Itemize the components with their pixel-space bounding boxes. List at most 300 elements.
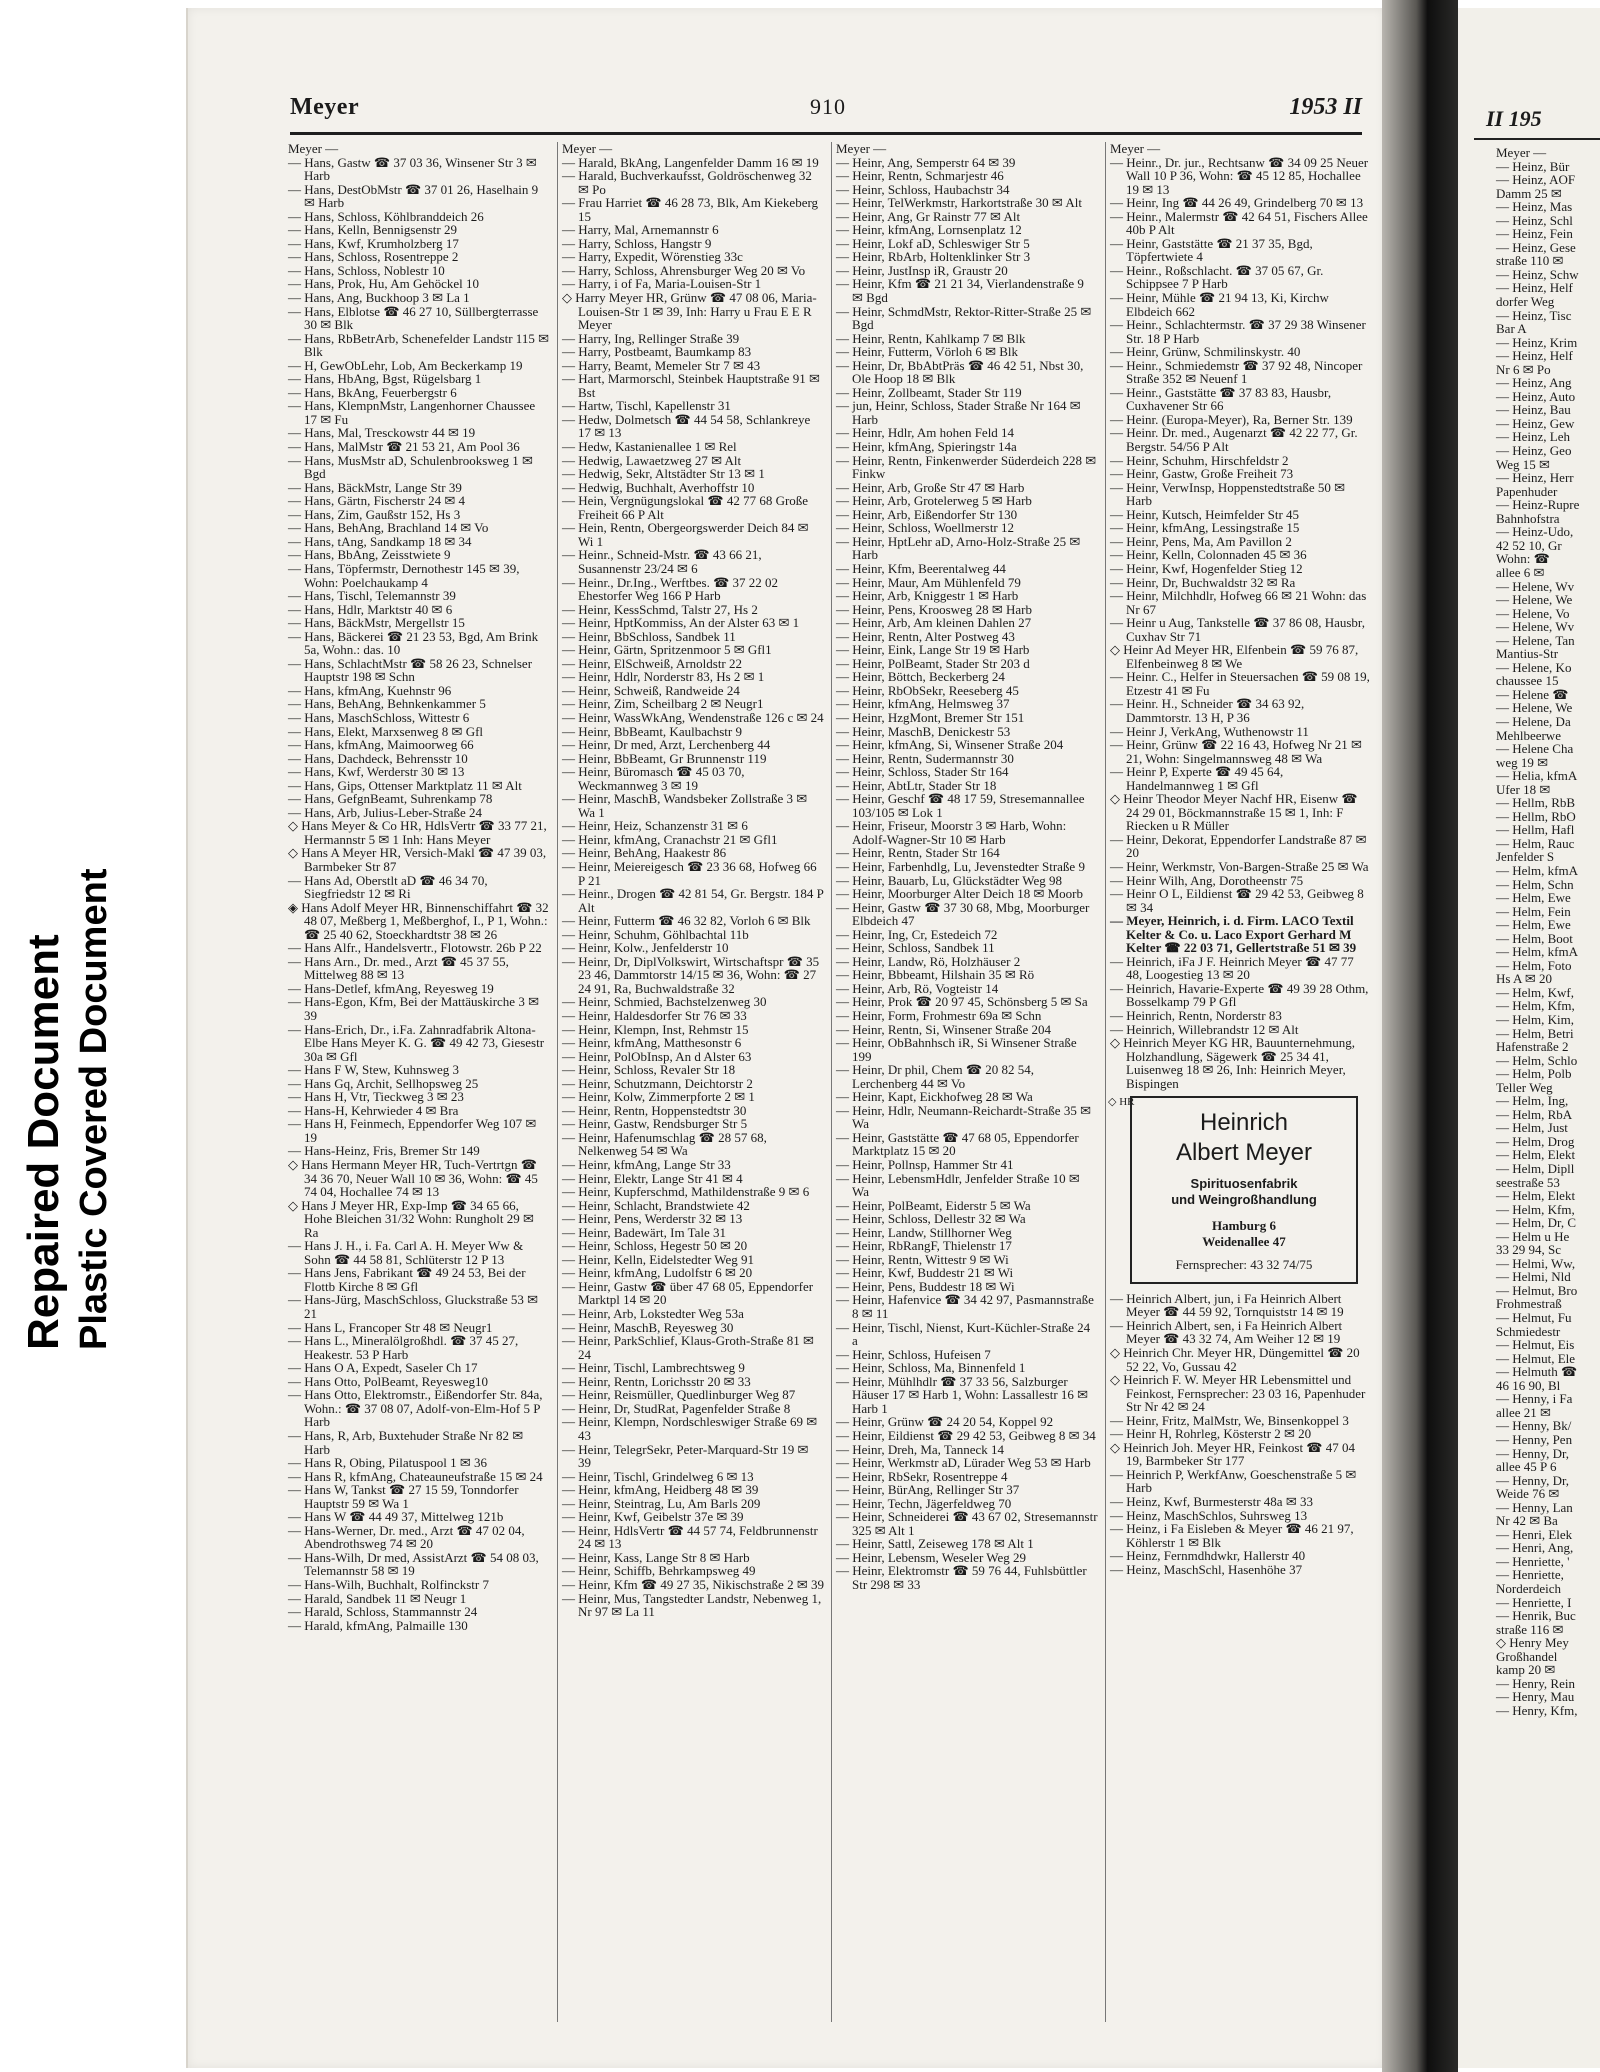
next-page-entry: Ufer 18 ✉ bbox=[1496, 781, 1551, 797]
next-page-entry: Jenfelder S bbox=[1496, 849, 1555, 865]
directory-entry: — Heinr, Tischl, Nienst, Kurt-Küchler-Straße 24 a bbox=[836, 1319, 1091, 1349]
next-page-entry: — Heinz, Krim bbox=[1496, 334, 1578, 350]
directory-entry: — Heinr, Schloss, Sandbek 11 bbox=[836, 940, 995, 956]
directory-entry: — Hedwig, Buchhalt, Averhoffstr 10 bbox=[562, 479, 755, 495]
next-page-entry: — Helmut, Eis bbox=[1496, 1337, 1575, 1353]
directory-entry: — Heinr, VerwInsp, Hoppenstedtstraße 50 ✉ Harb bbox=[1110, 479, 1346, 509]
directory-entry: — Heinr, Kwf, Buddestr 21 ✉ Wi bbox=[836, 1265, 1014, 1281]
directory-entry: — Heinr, Dr, StudRat, Pagenfelder Straße 8 bbox=[562, 1400, 791, 1416]
next-page-entry: — Helm, Ing, bbox=[1496, 1093, 1569, 1109]
directory-entry: — Heinr. C., Helfer in Steuersachen ☎ 59 08 19, Etzestr 41 ✉ Fu bbox=[1110, 669, 1370, 698]
directory-entry: — Heinr, HptKommiss, An der Alster 63 ✉ 1 bbox=[562, 615, 800, 631]
directory-entry: — Heinr, Tischl, Grindelweg 6 ✉ 13 bbox=[562, 1468, 754, 1484]
next-page-entry: — Helm, Ewe bbox=[1496, 890, 1571, 906]
directory-entry: — Heinr, Schuhm, Göhlbachtal 11b bbox=[562, 926, 749, 942]
directory-entry: — Heinr, AbtLtr, Stader Str 18 bbox=[836, 777, 997, 793]
next-page-entry: — Helm, Ewe bbox=[1496, 917, 1571, 933]
directory-entry: — Hans, Dachdeck, Behrensstr 10 bbox=[288, 750, 468, 766]
directory-entry: — Heinr, Kfm ☎ 21 21 34, Vierlandenstraße 9 ✉ Bgd bbox=[836, 276, 1084, 306]
directory-entry: — Heinr, Pollnsp, Hammer Str 41 bbox=[836, 1157, 1014, 1173]
directory-entry: — Heinr, BbSchloss, Sandbek 11 bbox=[562, 628, 736, 644]
directory-entry: — Hans, GefgnBeamt, Suhrenkamp 78 bbox=[288, 791, 493, 807]
next-page-entry: — Helm, Kfm, bbox=[1496, 998, 1575, 1014]
directory-entry: — Heinr, JustInsp iR, Graustr 20 bbox=[836, 262, 1008, 278]
directory-entry: — Hans-Jürg, MaschSchloss, Gluckstraße 53 ✉ 21 bbox=[288, 1292, 539, 1322]
next-page-entry: — Helm, RbA bbox=[1496, 1106, 1573, 1122]
directory-entry: — Hans-Heinz, Fris, Bremer Str 149 bbox=[288, 1143, 480, 1159]
next-page-entry: — Helmi, Nld bbox=[1496, 1269, 1571, 1285]
directory-entry: — Hans-Wilh, Buchhalt, Rolfinckstr 7 bbox=[288, 1576, 489, 1592]
next-page-entry: — Helene Cha bbox=[1496, 741, 1574, 757]
directory-entry: — Hans R, kfmAng, Chateauneufstraße 15 ✉ 24 bbox=[288, 1468, 543, 1484]
directory-entry: — Heinr, kfmAng, Lessingstraße 15 bbox=[1110, 520, 1300, 536]
directory-entry: — Heinr, RbRangF, Thielenstr 17 bbox=[836, 1238, 1012, 1254]
directory-entry: — Heinr, Dr, BbAbtPräs ☎ 46 42 51, Nbst 30, Ole Hoop 18 ✉ Blk bbox=[836, 357, 1084, 387]
next-page-entry: Nr 6 ✉ Po bbox=[1496, 361, 1551, 377]
directory-entry: — Hans, BehAng, Brachland 14 ✉ Vo bbox=[288, 520, 489, 536]
directory-entry: ◇ Harry Meyer HR, Grünw ☎ 47 08 06, Maria-Louisen-Str 1 ✉ 39, Inh: Harry u Frau E E R Meyer bbox=[562, 290, 817, 333]
directory-entry: — Hans, BbAng, Zeisstwiete 9 bbox=[288, 547, 451, 563]
directory-entry: — Heinr. (Europa-Meyer), Ra, Berner Str. 139 bbox=[1110, 411, 1353, 427]
directory-entry: — Heinr, ElSchweiß, Arnoldstr 22 bbox=[562, 655, 743, 671]
ad-line-1: Heinrich bbox=[1199, 1109, 1289, 1137]
next-page-entry: — Helmuth ☎ bbox=[1496, 1364, 1578, 1380]
directory-entry: ◇ Heinrich Chr. Meyer HR, Düngemittel ☎ 20 52 22, Vo, Gussau 42 bbox=[1110, 1345, 1360, 1374]
directory-entry: ◇ Heinrich Meyer KG HR, Bauunternehmung, Holzhandlung, Sägewerk ☎ 25 34 41, Luisenweg 18 ✉ 26, Inh: Heinrich Meyer, Bispingen bbox=[1110, 1035, 1356, 1091]
directory-entry: — Hans-Detlef, kfmAng, Reyesweg 19 bbox=[288, 980, 494, 996]
next-page-entry: — Helm, Elekt bbox=[1496, 1188, 1576, 1204]
directory-entry: — Hart, Marmorschl, Steinbek Hauptstraße 91 ✉ Bst bbox=[562, 371, 820, 400]
directory-entry: — Hans J. H., i. Fa. Carl A. H. Meyer Ww & Sohn ☎ 44 58 81, Schlüterstr 12 P 13 bbox=[288, 1238, 524, 1267]
directory-entry: — Heinr, Steintrag, Lu, Am Barls 209 bbox=[562, 1495, 761, 1511]
directory-entry: — Hans, Elblotse ☎ 46 27 10, Süllbergterrasse 30 ✉ Blk bbox=[288, 303, 539, 333]
directory-entry: — Heinr, Schloss, Hufeisen 7 bbox=[836, 1346, 991, 1362]
next-page-entry: — Heinz, Geo bbox=[1496, 443, 1572, 459]
next-page-entry: Teller Weg bbox=[1496, 1079, 1553, 1095]
directory-entry: — Heinr, Kelln, Colonnaden 45 ✉ 36 bbox=[1110, 547, 1307, 563]
column-heading: Meyer — bbox=[288, 141, 339, 156]
directory-entry: — Hein, Rentn, Obergeorgswerder Deich 84 ✉ Wi 1 bbox=[562, 520, 809, 549]
directory-entry: — Heinr, kfmAng, Helmsweg 37 bbox=[836, 696, 1010, 712]
column-divider bbox=[1105, 142, 1106, 2022]
directory-entry: — Heinr, Schloss, Woellmerstr 12 bbox=[836, 520, 1015, 536]
directory-entry: — Heinr, Arb, Rö, Vogteistr 14 bbox=[836, 980, 999, 996]
next-page-entry: — Hellm, RbB bbox=[1496, 795, 1576, 811]
next-page-entry: — Heinz, Herr bbox=[1496, 470, 1574, 486]
directory-entry: — Heinr, Grünw ☎ 22 16 43, Hofweg Nr 21 ✉ 21, Wohn: Singelmannsweg 48 ✉ Wa bbox=[1110, 737, 1362, 766]
directory-entry: ◇ Heinrich F. W. Meyer HR Lebensmittel und Feinkost, Fernsprecher: 23 03 16, Papenhuder Str Nr 42 ✉ 24 bbox=[1110, 1372, 1366, 1415]
next-page-entry: — Henri, Elek bbox=[1496, 1526, 1573, 1542]
next-page-entry: Nr 42 ✉ Ba bbox=[1496, 1513, 1558, 1529]
directory-entry: — Heinr, kfmAng, Cranachstr 21 ✉ Gfl1 bbox=[562, 831, 778, 847]
directory-entry: — Heinr, Schutzmann, Deichtorstr 2 bbox=[562, 1075, 753, 1091]
next-page-entries bbox=[1496, 146, 1600, 1717]
next-page-entry: — Heinz, Tisc bbox=[1496, 307, 1572, 323]
next-page-entry: — Henry, Kfm, bbox=[1496, 1702, 1578, 1718]
next-page-entry: — Helm u He bbox=[1496, 1228, 1570, 1244]
directory-entry: — Harry, Beamt, Memeler Str 7 ✉ 43 bbox=[562, 357, 761, 373]
next-page-entry: — Helene, Da bbox=[1496, 713, 1571, 729]
directory-entry: — Heinr, TelWerkmstr, Harkortstraße 30 ✉ Alt bbox=[836, 195, 1082, 211]
directory-entry: — Heinr, Rentn, Schmarjestr 46 bbox=[836, 168, 1004, 184]
directory-entry: — Heinr, Landw, Rö, Holzhäuser 2 bbox=[836, 953, 1021, 969]
directory-entry: — Heinr, LebensmHdlr, Jenfelder Straße 10 ✉ Wa bbox=[836, 1170, 1080, 1200]
next-page-entry: — Helm, kfmA bbox=[1496, 862, 1578, 878]
page-header bbox=[290, 94, 1362, 128]
next-page-entry: — Heinz, Bür bbox=[1496, 158, 1570, 174]
directory-entry: — Heinr, Dr med, Arzt, Lerchenberg 44 bbox=[562, 737, 771, 753]
directory-entry: — Heinr, Kfm ☎ 49 27 35, Nikischstraße 2 ✉ 39 bbox=[562, 1576, 824, 1592]
directory-entry: — Hans, Kelln, Bennigsenstr 29 bbox=[288, 222, 457, 238]
directory-entry: — Hein, Vergnügungslokal ☎ 42 77 68 Große Freiheit 66 P Alt bbox=[562, 493, 809, 522]
directory-entry: — Heinz, MaschSchl, Hasenhöhe 37 bbox=[1110, 1561, 1303, 1577]
directory-entry: — Heinr, Hdlr, Neumann-Reichardt-Straße 35 ✉ Wa bbox=[836, 1102, 1091, 1132]
directory-entry: — Hans-Werner, Dr. med., Arzt ☎ 47 02 04, Abendrothsweg 74 ✉ 20 bbox=[288, 1522, 525, 1552]
directory-entry: — Heinr, Arb, Am kleinen Dahlen 27 bbox=[836, 615, 1032, 631]
book-binding bbox=[1382, 0, 1458, 2072]
directory-entry: — Heinr, Futterm, Vörloh 6 ✉ Blk bbox=[836, 344, 1019, 360]
directory-entry: — Hans W, Tankst ☎ 27 15 59, Tonndorfer Hauptstr 59 ✉ Wa 1 bbox=[288, 1482, 519, 1511]
directory-entry: — Heinr, Arb, Große Str 47 ✉ Harb bbox=[836, 479, 1025, 495]
directory-entry: — Hans, Gips, Ottenser Marktplatz 11 ✉ Alt bbox=[288, 777, 522, 793]
directory-entry: — Hans-Erich, Dr., i.Fa. Zahnradfabrik Altona-Elbe Hans Meyer K. G. ☎ 49 42 73, Giesestr 30a ✉ Gfl bbox=[288, 1021, 545, 1064]
column-divider bbox=[831, 142, 832, 2022]
directory-entry: — Harald, Buchverkaufsst, Goldröschenweg 32 ✉ Po bbox=[562, 168, 812, 197]
next-page-entry: — Helmut, Bro bbox=[1496, 1282, 1578, 1298]
next-page-entry: allee 6 ✉ bbox=[1496, 564, 1545, 580]
next-page-entry: — Helm, Kim, bbox=[1496, 1012, 1574, 1027]
side-label bbox=[19, 690, 115, 1350]
next-page-entry: — Henny, Lan bbox=[1496, 1499, 1573, 1515]
directory-entry: — Hans, KlempnMstr, Langenhorner Chaussee 17 ✉ Fu bbox=[288, 398, 536, 427]
directory-entry: — Heinr., Malermstr ☎ 42 64 51, Fischers Allee 40b P Alt bbox=[1110, 208, 1368, 238]
directory-entry: — Heinr, MaschB, Denickestr 53 bbox=[836, 723, 1011, 739]
directory-entry: — Heinr, Klempn, Inst, Rehmstr 15 bbox=[562, 1021, 749, 1037]
directory-entry: — Heinr, Elektr, Lange Str 41 ✉ 4 bbox=[562, 1170, 743, 1186]
directory-entry: — Heinr, HdlsVertr ☎ 44 57 74, Feldbrunnenstr 24 ✉ 13 bbox=[562, 1522, 818, 1552]
directory-entry: — Hans Alfr., Handelsvertr., Flotowstr. 26b P 22 bbox=[288, 940, 542, 956]
directory-entry: — Heinr, Farbenhdlg, Lu, Jevenstedter Straße 9 bbox=[836, 858, 1085, 874]
directory-entry: — Heinr, Gastw ☎ 37 30 68, Mbg, Moorburger Elbdeich 47 bbox=[836, 899, 1090, 929]
directory-entry: — Heinr, Hdlr, Norderstr 83, Hs 2 ✉ 1 bbox=[562, 669, 765, 685]
directory-entry: — Heinr, Böttch, Beckerberg 24 bbox=[836, 669, 1005, 685]
directory-entry: — Heinr, PolBeamt, Stader Str 203 d bbox=[836, 655, 1030, 671]
directory-entry: — Hans, Bäckerei ☎ 21 23 53, Bgd, Am Brink 5a, Wohn.: das. 10 bbox=[288, 628, 539, 658]
directory-entry: — Hans, Gastw ☎ 37 03 36, Winsener Str 3 ✉ Harb bbox=[288, 154, 537, 184]
directory-entry: — Heinr, Kolw., Jenfelderstr 10 bbox=[562, 940, 729, 956]
directory-entry: — Heinr., Schmiedemstr ☎ 37 92 48, Nincoper Straße 352 ✉ Neuenf 1 bbox=[1110, 357, 1363, 387]
directory-entry: — Hedw, Kastanienallee 1 ✉ Rel bbox=[562, 439, 737, 455]
directory-entry: — Harry, Mal, Arnemannstr 6 bbox=[562, 222, 719, 238]
directory-entry: — Heinr, Zim, Scheilbarg 2 ✉ Neugr1 bbox=[562, 696, 764, 712]
directory-entry: — Heinr, Reismüller, Quedlinburger Weg 87 bbox=[562, 1387, 796, 1403]
next-page-entry: — Hellm, RbO bbox=[1496, 808, 1576, 824]
directory-entry: — Hans-Wilh, Dr med, AssistArzt ☎ 54 08 03, Telemannstr 58 ✉ 19 bbox=[288, 1549, 539, 1579]
ad-line-6: Weidenallee 47 bbox=[1202, 1234, 1286, 1250]
next-page-edge bbox=[1458, 8, 1600, 2068]
directory-entry: — Heinr, Rentn, Si, Winsener Straße 204 bbox=[836, 1021, 1051, 1037]
directory-entry: — Heinr, Rentn, Alter Postweg 43 bbox=[836, 628, 1015, 644]
directory-entry: — Heinr, kfmAng, Si, Winsener Straße 204 bbox=[836, 737, 1064, 753]
next-page-entry: — Helmi, Ww, bbox=[1496, 1255, 1576, 1271]
next-page-entry: chaussee 15 bbox=[1496, 673, 1559, 689]
column-heading: Meyer — bbox=[1110, 141, 1161, 156]
directory-entry: — Heinr, Rentn, Stader Str 164 bbox=[836, 845, 1000, 861]
next-page-entry: — Helm, Schn bbox=[1496, 876, 1574, 892]
directory-entry: — Hans, Gärtn, Fischerstr 24 ✉ 4 bbox=[288, 493, 465, 509]
directory-entry: — Hans H, Vtr, Tieckweg 3 ✉ 23 bbox=[288, 1089, 464, 1105]
next-page-entry: — Henry, Rein bbox=[1496, 1675, 1575, 1691]
directory-entry: — Harry, Postbeamt, Baumkamp 83 bbox=[562, 344, 752, 360]
next-page-entry: seestraße 53 bbox=[1496, 1174, 1560, 1190]
directory-entry: — Heinr, Schloss, Haubachstr 34 bbox=[836, 181, 1010, 197]
next-page-entry: — Helene, We bbox=[1496, 700, 1573, 716]
next-page-entry: — Helene, Tan bbox=[1496, 632, 1575, 648]
directory-entry: — Hans, kfmAng, Kuehnstr 96 bbox=[288, 682, 452, 698]
directory-entry: — Heinr, Geschf ☎ 48 17 59, Stresemannallee 103/105 ✉ Lok 1 bbox=[836, 791, 1085, 820]
directory-entry: — Heinr, Schloss, Stader Str 164 bbox=[836, 764, 1009, 780]
next-page-entry: — Henri, Ang, bbox=[1496, 1540, 1574, 1556]
directory-entry: — Frau Harriet ☎ 46 28 73, Blk, Am Kiekeberg 15 bbox=[562, 195, 819, 224]
next-page-entry: — Helm, Elekt bbox=[1496, 1147, 1576, 1163]
next-page-entry: — Heinz-Rupre bbox=[1496, 497, 1580, 513]
directory-entry: ◇ Heinrich Joh. Meyer HR, Feinkost ☎ 47 04 19, Barmbeker Str 177 bbox=[1110, 1439, 1356, 1469]
directory-entry: — Heinr, Pens, Ma, Am Pavillon 2 bbox=[1110, 533, 1292, 549]
directory-entry: — Hartw, Tischl, Kapellenstr 31 bbox=[562, 398, 731, 414]
next-page-entry: Damm 25 ✉ bbox=[1496, 185, 1562, 201]
ad-line-7: Fernsprecher: 43 32 74/75 bbox=[1175, 1257, 1313, 1273]
directory-entry: — Hedwig, Lawaetzweg 27 ✉ Alt bbox=[562, 452, 742, 468]
directory-entry: — Heinr., Dr.Ing., Werftbes. ☎ 37 22 02 Ehestorfer Weg 166 P Harb bbox=[562, 574, 779, 604]
next-page-entry: — Helm, Boot bbox=[1496, 930, 1573, 946]
ad-line-4: und Weingroßhandlung bbox=[1171, 1192, 1317, 1208]
next-page-entry: — Henny, Dr, bbox=[1496, 1472, 1570, 1488]
next-page-entry: — Heinz, Mas bbox=[1496, 199, 1573, 215]
directory-entry: — Hans, Schloss, Köhlbranddeich 26 bbox=[288, 208, 484, 224]
directory-entry: — Hans, BehAng, Behnkenkammer 5 bbox=[288, 696, 486, 712]
next-page-entry: — Henny, Pen bbox=[1496, 1431, 1573, 1447]
directory-entry: — Hans-Egon, Kfm, Bei der Mattäuskirche 3 ✉ 39 bbox=[288, 994, 539, 1023]
directory-entry: — Heinr, Schmied, Bachstelzenweg 30 bbox=[562, 994, 767, 1010]
directory-entry: — Hans, Schloss, Noblestr 10 bbox=[288, 262, 445, 278]
directory-entry: — Heinr, Mühle ☎ 21 94 13, Ki, Kirchw Elbdeich 662 bbox=[1110, 290, 1329, 319]
directory-entry: — Heinr, Lebensm, Weseler Weg 29 bbox=[836, 1549, 1027, 1565]
directory-entry: — Heinr, kfmAng, Lornsenplatz 12 bbox=[836, 222, 1022, 238]
directory-entry: — Heinr, HzgMont, Bremer Str 151 bbox=[836, 709, 1025, 725]
directory-entry: — Heinr, kfmAng, Ludolfstr 6 ✉ 20 bbox=[562, 1265, 753, 1281]
directory-entry: ◇ Heinr Ad Meyer HR, Elfenbein ☎ 59 76 87, Elfenbeinweg 8 ✉ We bbox=[1110, 642, 1359, 671]
directory-entry: — Heinr, Schlacht, Brandstwiete 42 bbox=[562, 1197, 750, 1213]
directory-entry: — Heinrich, Willebrandstr 12 ✉ Alt bbox=[1110, 1021, 1299, 1037]
directory-entry: — Heinrich Albert, jun, i Fa Heinrich Albert Meyer ☎ 44 59 92, Tornquiststr 14 ✉ 19 bbox=[1110, 1290, 1344, 1320]
directory-entry: — Heinrich, Rentn, Norderstr 83 bbox=[1110, 1008, 1282, 1023]
directory-entry: — Heinr, BehAng, Haakestr 86 bbox=[562, 845, 727, 861]
next-page-entry: Mehlbeerwe bbox=[1496, 727, 1561, 743]
directory-entry: — Hans, RbBetrArb, Schenefelder Landstr 115 ✉ Blk bbox=[288, 330, 549, 360]
directory-entry: ◇ Hans Meyer & Co HR, HdlsVertr ☎ 33 77 21, Hermannstr 5 ✉ 1 Inh: Hans Meyer bbox=[288, 818, 547, 847]
directory-entry: — Heinz, Kwf, Burmesterstr 48a ✉ 33 bbox=[1110, 1494, 1313, 1510]
directory-entry: — Harald, Sandbek 11 ✉ Neugr 1 bbox=[288, 1590, 467, 1606]
next-page-entry: 42 52 10, Gr bbox=[1496, 537, 1562, 553]
directory-entry: — Hans Jens, Fabrikant ☎ 49 24 53, Bei der Flottb Kirche 8 ✉ Gfl bbox=[288, 1265, 526, 1294]
directory-entry: — Heinr., Gaststätte ☎ 37 83 83, Hausbr, Cuxhavener Str 66 bbox=[1110, 384, 1332, 414]
next-page-entry: — Henriette, I bbox=[1496, 1594, 1572, 1610]
directory-entry: — Heinr, Schuhm, Hirschfeldstr 2 bbox=[1110, 452, 1289, 468]
next-page-entry: allee 21 ✉ bbox=[1496, 1404, 1551, 1420]
directory-entry: — Heinr, Ang, Semperstr 64 ✉ 39 bbox=[836, 154, 1016, 170]
column-heading: Meyer — bbox=[562, 141, 613, 156]
directory-entry: — Heinr, Büromasch ☎ 45 03 70, Weckmannweg 3 ✉ 19 bbox=[562, 764, 745, 793]
directory-entry: — Heinr, Kolw, Zimmerpforte 2 ✉ 1 bbox=[562, 1089, 755, 1105]
directory-entry: — Hans, Hdlr, Marktstr 40 ✉ 6 bbox=[288, 601, 453, 617]
next-page-entry: Frohmestraß bbox=[1496, 1296, 1562, 1312]
next-page-entry: — Helm, Fein bbox=[1496, 903, 1571, 919]
directory-entry: — Heinz, MaschSchlos, Suhrsweg 13 bbox=[1110, 1507, 1308, 1523]
directory-entry: — Heinr, kfmAng, Lange Str 33 bbox=[562, 1157, 731, 1173]
next-page-entry: — Helene, We bbox=[1496, 592, 1573, 608]
directory-entry: — Heinr, Gaststätte ☎ 21 37 35, Bgd, Töpfertwiete 4 bbox=[1110, 235, 1313, 265]
next-page-entry: — Helm, Just bbox=[1496, 1120, 1568, 1136]
directory-entry: — Heinr, RbObSekr, Reeseberg 45 bbox=[836, 682, 1019, 698]
directory-entry: — Heinr J, VerkAng, Wuthenowstr 11 bbox=[1110, 723, 1309, 739]
next-page-entry: — Helm, Dipll bbox=[1496, 1161, 1575, 1177]
next-page-entry: 33 29 94, Sc bbox=[1496, 1242, 1561, 1258]
directory-entry: ◇ Hans A Meyer HR, Versich-Makl ☎ 47 39 03, Barmbeker Str 87 bbox=[288, 845, 547, 874]
directory-entry: — Heinr. Dr. med., Augenarzt ☎ 42 22 77, Gr. Bergstr. 54/56 P Alt bbox=[1110, 425, 1358, 455]
directory-entry: — Heinr., Drogen ☎ 42 81 54, Gr. Bergstr. 184 P Alt bbox=[562, 886, 824, 915]
directory-entry: — Heinr, Dr, Buchwaldstr 32 ✉ Ra bbox=[1110, 574, 1296, 590]
next-page-entry: — Helene ☎ bbox=[1496, 686, 1569, 702]
directory-entry: — Hans, SchlachtMstr ☎ 58 26 23, Schnelser Hauptstr 198 ✉ Schn bbox=[288, 655, 533, 685]
directory-entry: — Heinr, Mus, Tangstedter Landstr, Nebenweg 1, Nr 97 ✉ La 11 bbox=[562, 1590, 822, 1620]
directory-entry: — Heinr, Maur, Am Mühlenfeld 79 bbox=[836, 574, 1021, 590]
next-page-entry: — Heinz, Helf bbox=[1496, 348, 1573, 364]
directory-entry: — Heinr, Kapt, Eickhofweg 28 ✉ Wa bbox=[836, 1089, 1033, 1105]
directory-entry: — Heinr, Kelln, Eidelstedter Weg 91 bbox=[562, 1251, 755, 1267]
directory-entry: — Heinr, Heiz, Schanzenstr 31 ✉ 6 bbox=[562, 818, 748, 834]
next-page-entry: Weide 76 ✉ bbox=[1496, 1486, 1560, 1502]
next-page-entry: Weg 15 ✉ bbox=[1496, 456, 1550, 472]
directory-entry: — Heinr, Pens, Werderstr 32 ✉ 13 bbox=[562, 1211, 743, 1227]
column-1 bbox=[288, 142, 550, 1632]
next-page-entry: — Helene, Ko bbox=[1496, 659, 1572, 675]
directory-entry: ◇ Heinr Theodor Meyer Nachf HR, Eisenw ☎ 24 29 01, Böckmannstraße 15 ✉ 1, Inh: F Riecken u R Müller bbox=[1110, 791, 1358, 834]
directory-entry: — Heinr, Arb, Lokstedter Weg 53a bbox=[562, 1306, 744, 1322]
next-page-entry: Schmiedestr bbox=[1496, 1323, 1561, 1339]
page-number: 910 bbox=[810, 94, 846, 119]
directory-entry: — Heinr, Schweiß, Randweide 24 bbox=[562, 682, 740, 698]
directory-entry: — Hans, Ang, Buckhoop 3 ✉ La 1 bbox=[288, 290, 470, 306]
directory-entry: — Hans, kfmAng, Maimoorweg 66 bbox=[288, 737, 474, 753]
next-page-entry: — Heinz, Schl bbox=[1496, 212, 1573, 228]
next-page-entry: — Henny, i Fa bbox=[1496, 1391, 1573, 1407]
next-page-entry: — Helm, Drog bbox=[1496, 1133, 1575, 1149]
directory-entry: — Harald, BkAng, Langenfelder Damm 16 ✉ 19 bbox=[562, 154, 819, 170]
directory-entry: — Hans Arn., Dr. med., Arzt ☎ 45 37 55, Mittelweg 88 ✉ 13 bbox=[288, 953, 509, 983]
next-page-entry: Bar A bbox=[1496, 321, 1527, 337]
directory-entry: — Heinrich P, WerkfAnw, Goeschenstraße 5 ✉ Harb bbox=[1110, 1466, 1357, 1496]
directory-entry: — Heinr, ObBahnhsch iR, Si Winsener Straße 199 bbox=[836, 1035, 1077, 1064]
directory-entry: — Hans, MaschSchloss, Wittestr 6 bbox=[288, 709, 470, 725]
header-rule bbox=[290, 132, 1362, 135]
directory-entry: — Heinr, Gärtn, Spritzenmoor 5 ✉ Gfl1 bbox=[562, 642, 772, 658]
directory-entry: — Heinr, Eildienst ☎ 29 42 53, Geibweg 8 ✉ 34 bbox=[836, 1427, 1096, 1443]
directory-entry: — Harry, Expedit, Wörenstieg 33c bbox=[562, 249, 743, 265]
next-page-entry: — Helmut, Fu bbox=[1496, 1310, 1572, 1326]
directory-entry: — Heinr O L, Eildienst ☎ 29 42 53, Geibweg 8 ✉ 34 bbox=[1110, 886, 1364, 915]
directory-entry: — Heinr, Pens, Buddestr 18 ✉ Wi bbox=[836, 1278, 1015, 1294]
next-page-entry: — Henny, Dr, bbox=[1496, 1445, 1570, 1461]
directory-entry: — Heinr, Prok ☎ 20 97 45, Schönsberg 5 ✉ Sa bbox=[836, 994, 1088, 1010]
next-page-entry: — Heinz, Schw bbox=[1496, 266, 1579, 282]
column-divider bbox=[557, 142, 558, 2022]
directory-entry: — Heinr, Arb, Eißendorfer Str 130 bbox=[836, 506, 1018, 522]
directory-entry: — Heinr, Techn, Jägerfeldweg 70 bbox=[836, 1495, 1012, 1511]
next-page-entry: Papenhuder bbox=[1496, 483, 1558, 499]
directory-entry: — Heinr, Schloss, Ma, Binnenfeld 1 bbox=[836, 1360, 1026, 1376]
next-page-entry: dorfer Weg bbox=[1496, 294, 1555, 310]
directory-entry: — Heinr, Grünw ☎ 24 20 54, Koppel 92 bbox=[836, 1414, 1054, 1430]
next-page-entry: — Helene, Vo bbox=[1496, 605, 1570, 621]
directory-entry: — Heinr, Futterm ☎ 46 32 82, Vorloh 6 ✉ Blk bbox=[562, 913, 811, 929]
next-page-entry: — Heinz, Gew bbox=[1496, 415, 1575, 431]
ad-box bbox=[1130, 1096, 1358, 1284]
directory-entry: — Heinr, kfmAng, Spieringstr 14a bbox=[836, 439, 1017, 455]
next-page-entry: allee 45 P 6 bbox=[1496, 1459, 1557, 1475]
directory-entry: — Heinr, Eink, Lange Str 19 ✉ Harb bbox=[836, 642, 1030, 658]
directory-entry: — Heinr, Grünw, Schmilinskystr. 40 bbox=[1110, 344, 1301, 360]
directory-entry: — Hans, HbAng, Bgst, Rügelsbarg 1 bbox=[288, 371, 482, 387]
next-page-entry: — Helmut, Ele bbox=[1496, 1350, 1576, 1366]
directory-entry: — Heinr, Rentn, Kahlkamp 7 ✉ Blk bbox=[836, 330, 1026, 346]
directory-entry: — Harry, Schloss, Ahrensburger Weg 20 ✉ Vo bbox=[562, 262, 806, 278]
directory-entry: — Harry, Schloss, Hangstr 9 bbox=[562, 235, 712, 251]
directory-entry: — Hans, Zim, Gaußstr 152, Hs 3 bbox=[288, 506, 461, 522]
directory-entry: — Heinr, Hdlr, Am hohen Feld 14 bbox=[836, 425, 1015, 441]
directory-entry: — Heinr, MaschB, Reyesweg 30 bbox=[562, 1319, 734, 1335]
next-page-entry: ◇ Henry Mey bbox=[1496, 1635, 1569, 1651]
column-4 bbox=[1110, 142, 1372, 1576]
directory-entry: — Heinr, kfmAng, Matthesonstr 6 bbox=[562, 1035, 742, 1051]
directory-entry: — Heinr, kfmAng, Heidberg 48 ✉ 39 bbox=[562, 1482, 759, 1498]
directory-entry: — Heinr, Schiffb, Behrkampsweg 49 bbox=[562, 1563, 756, 1579]
directory-entry: — Harald, kfmAng, Palmaille 130 bbox=[288, 1617, 468, 1633]
directory-entry: — Hans, Kwf, Werderstr 30 ✉ 13 bbox=[288, 764, 465, 780]
directory-entry: — Heinr, Rentn, Wittestr 9 ✉ Wi bbox=[836, 1251, 1009, 1267]
directory-entry: — Heinr, Zollbeamt, Stader Str 119 bbox=[836, 384, 1022, 400]
directory-entry: — Heinr, Schloss, Dellestr 32 ✉ Wa bbox=[836, 1211, 1026, 1227]
directory-entry: — Hans, BäckMstr, Lange Str 39 bbox=[288, 479, 462, 495]
directory-entry: — Heinr, ParkSchlief, Klaus-Groth-Straße 81 ✉ 24 bbox=[562, 1333, 814, 1362]
directory-entry: — Hedwig, Sekr, Altstädter Str 13 ✉ 1 bbox=[562, 466, 765, 482]
directory-entry: — Heinr., Schlachtermstr. ☎ 37 29 38 Winsener Str. 18 P Harb bbox=[1110, 317, 1366, 346]
next-page-entry: Hafenstraße 2 bbox=[1496, 1039, 1569, 1055]
directory-entry: — Heinr, Bauarb, Lu, Glückstädter Weg 98 bbox=[836, 872, 1062, 888]
directory-entry: — Heinr, RbSekr, Rosentreppe 4 bbox=[836, 1468, 1008, 1484]
next-page-entry: weg 19 ✉ bbox=[1496, 754, 1549, 770]
directory-entry: — Hans O A, Expedt, Saseler Ch 17 bbox=[288, 1360, 478, 1376]
next-page-entry: — Heinz, Helf bbox=[1496, 280, 1573, 296]
next-page-entry: — Henrik, Buc bbox=[1496, 1608, 1576, 1624]
directory-entry: — Heinr, Kutsch, Heimfelder Str 45 bbox=[1110, 506, 1300, 522]
next-page-entry: — Henriette, bbox=[1496, 1567, 1564, 1583]
next-page-entry: — Helm, Betri bbox=[1496, 1025, 1574, 1041]
directory-entry: — Heinr, Meiereigesch ☎ 23 36 68, Hofweg 66 P 21 bbox=[562, 858, 817, 888]
directory-entry: — Hans, Schloss, Rosentreppe 2 bbox=[288, 249, 459, 265]
directory-entry: — Hans, Prok, Hu, Am Gehöckel 10 bbox=[288, 276, 480, 292]
directory-entry: — Heinr, Werkmstr, Von-Bargen-Straße 25 ✉ Wa bbox=[1110, 858, 1369, 874]
directory-entry: — Heinr, Friseur, Moorstr 3 ✉ Harb, Wohn: Adolf-Wagner-Str 10 ✉ Harb bbox=[836, 818, 1067, 847]
